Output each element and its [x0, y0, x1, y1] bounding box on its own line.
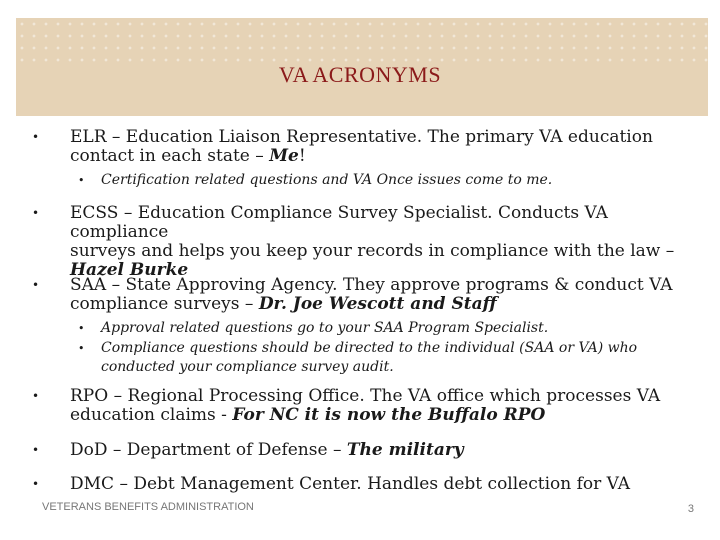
- sub-item-text: Certification related questions and VA Once issues come to me.: [101, 172, 553, 188]
- bullet-icon: •: [32, 389, 40, 403]
- item-line: education claims -: [70, 405, 233, 425]
- bullet-icon: •: [32, 130, 40, 144]
- item-emphasis: Dr. Joe Wescott and Staff: [258, 294, 497, 314]
- list-item-rpo: [32, 387, 692, 427]
- bullet-icon: •: [32, 278, 40, 292]
- item-line: surveys and helps you keep your records in compliance with the law –: [70, 241, 675, 261]
- page-title: VA ACRONYMS: [278, 62, 442, 87]
- bullet-icon: •: [78, 174, 85, 187]
- sub-item-text: Compliance questions should be directed to the individual (SAA or VA) who conducted your compliance survey audit.: [101, 340, 638, 375]
- list-item-dmc: [32, 475, 692, 495]
- sub-item-certification: [78, 171, 688, 191]
- item-emphasis: For NC it is now the Buffalo RPO: [232, 405, 546, 425]
- item-emphasis: Hazel Burke: [70, 260, 189, 280]
- bullet-icon: •: [78, 322, 85, 335]
- bullet-icon: •: [78, 342, 85, 355]
- item-line: ECSS – Education Compliance Survey Specialist. Conducts VA compliance: [70, 203, 608, 242]
- bullet-icon: •: [32, 477, 40, 491]
- item-line: ELR – Education Liaison Representative. The primary VA education: [70, 127, 653, 147]
- list-item-ecss: [32, 203, 692, 280]
- bullet-icon: •: [32, 206, 40, 220]
- list-item-dod: [32, 441, 692, 461]
- list-item-elr: [32, 128, 692, 168]
- item-tail: !: [298, 146, 306, 166]
- item-line: compliance surveys –: [70, 294, 259, 314]
- sub-item-approval: [78, 319, 688, 339]
- page-number: 3: [687, 503, 694, 515]
- list-item-saa: [32, 276, 692, 316]
- item-line: DoD – Department of Defense –: [70, 440, 347, 460]
- item-line: RPO – Regional Processing Office. The VA office which processes VA: [70, 386, 661, 406]
- item-emphasis: The military: [346, 440, 464, 460]
- bullet-icon: •: [32, 443, 40, 457]
- sub-item-compliance: [78, 339, 688, 377]
- item-line: DMC – Debt Management Center. Handles debt collection for VA: [70, 474, 631, 494]
- item-line: contact in each state –: [70, 146, 270, 166]
- sub-item-text: Approval related questions go to your SAA Program Specialist.: [101, 320, 549, 336]
- item-emphasis: Me: [269, 146, 299, 166]
- item-line: SAA – State Approving Agency. They approve programs & conduct VA: [70, 275, 673, 295]
- footer-text: VETERANS BENEFITS ADMINISTRATION: [42, 501, 254, 513]
